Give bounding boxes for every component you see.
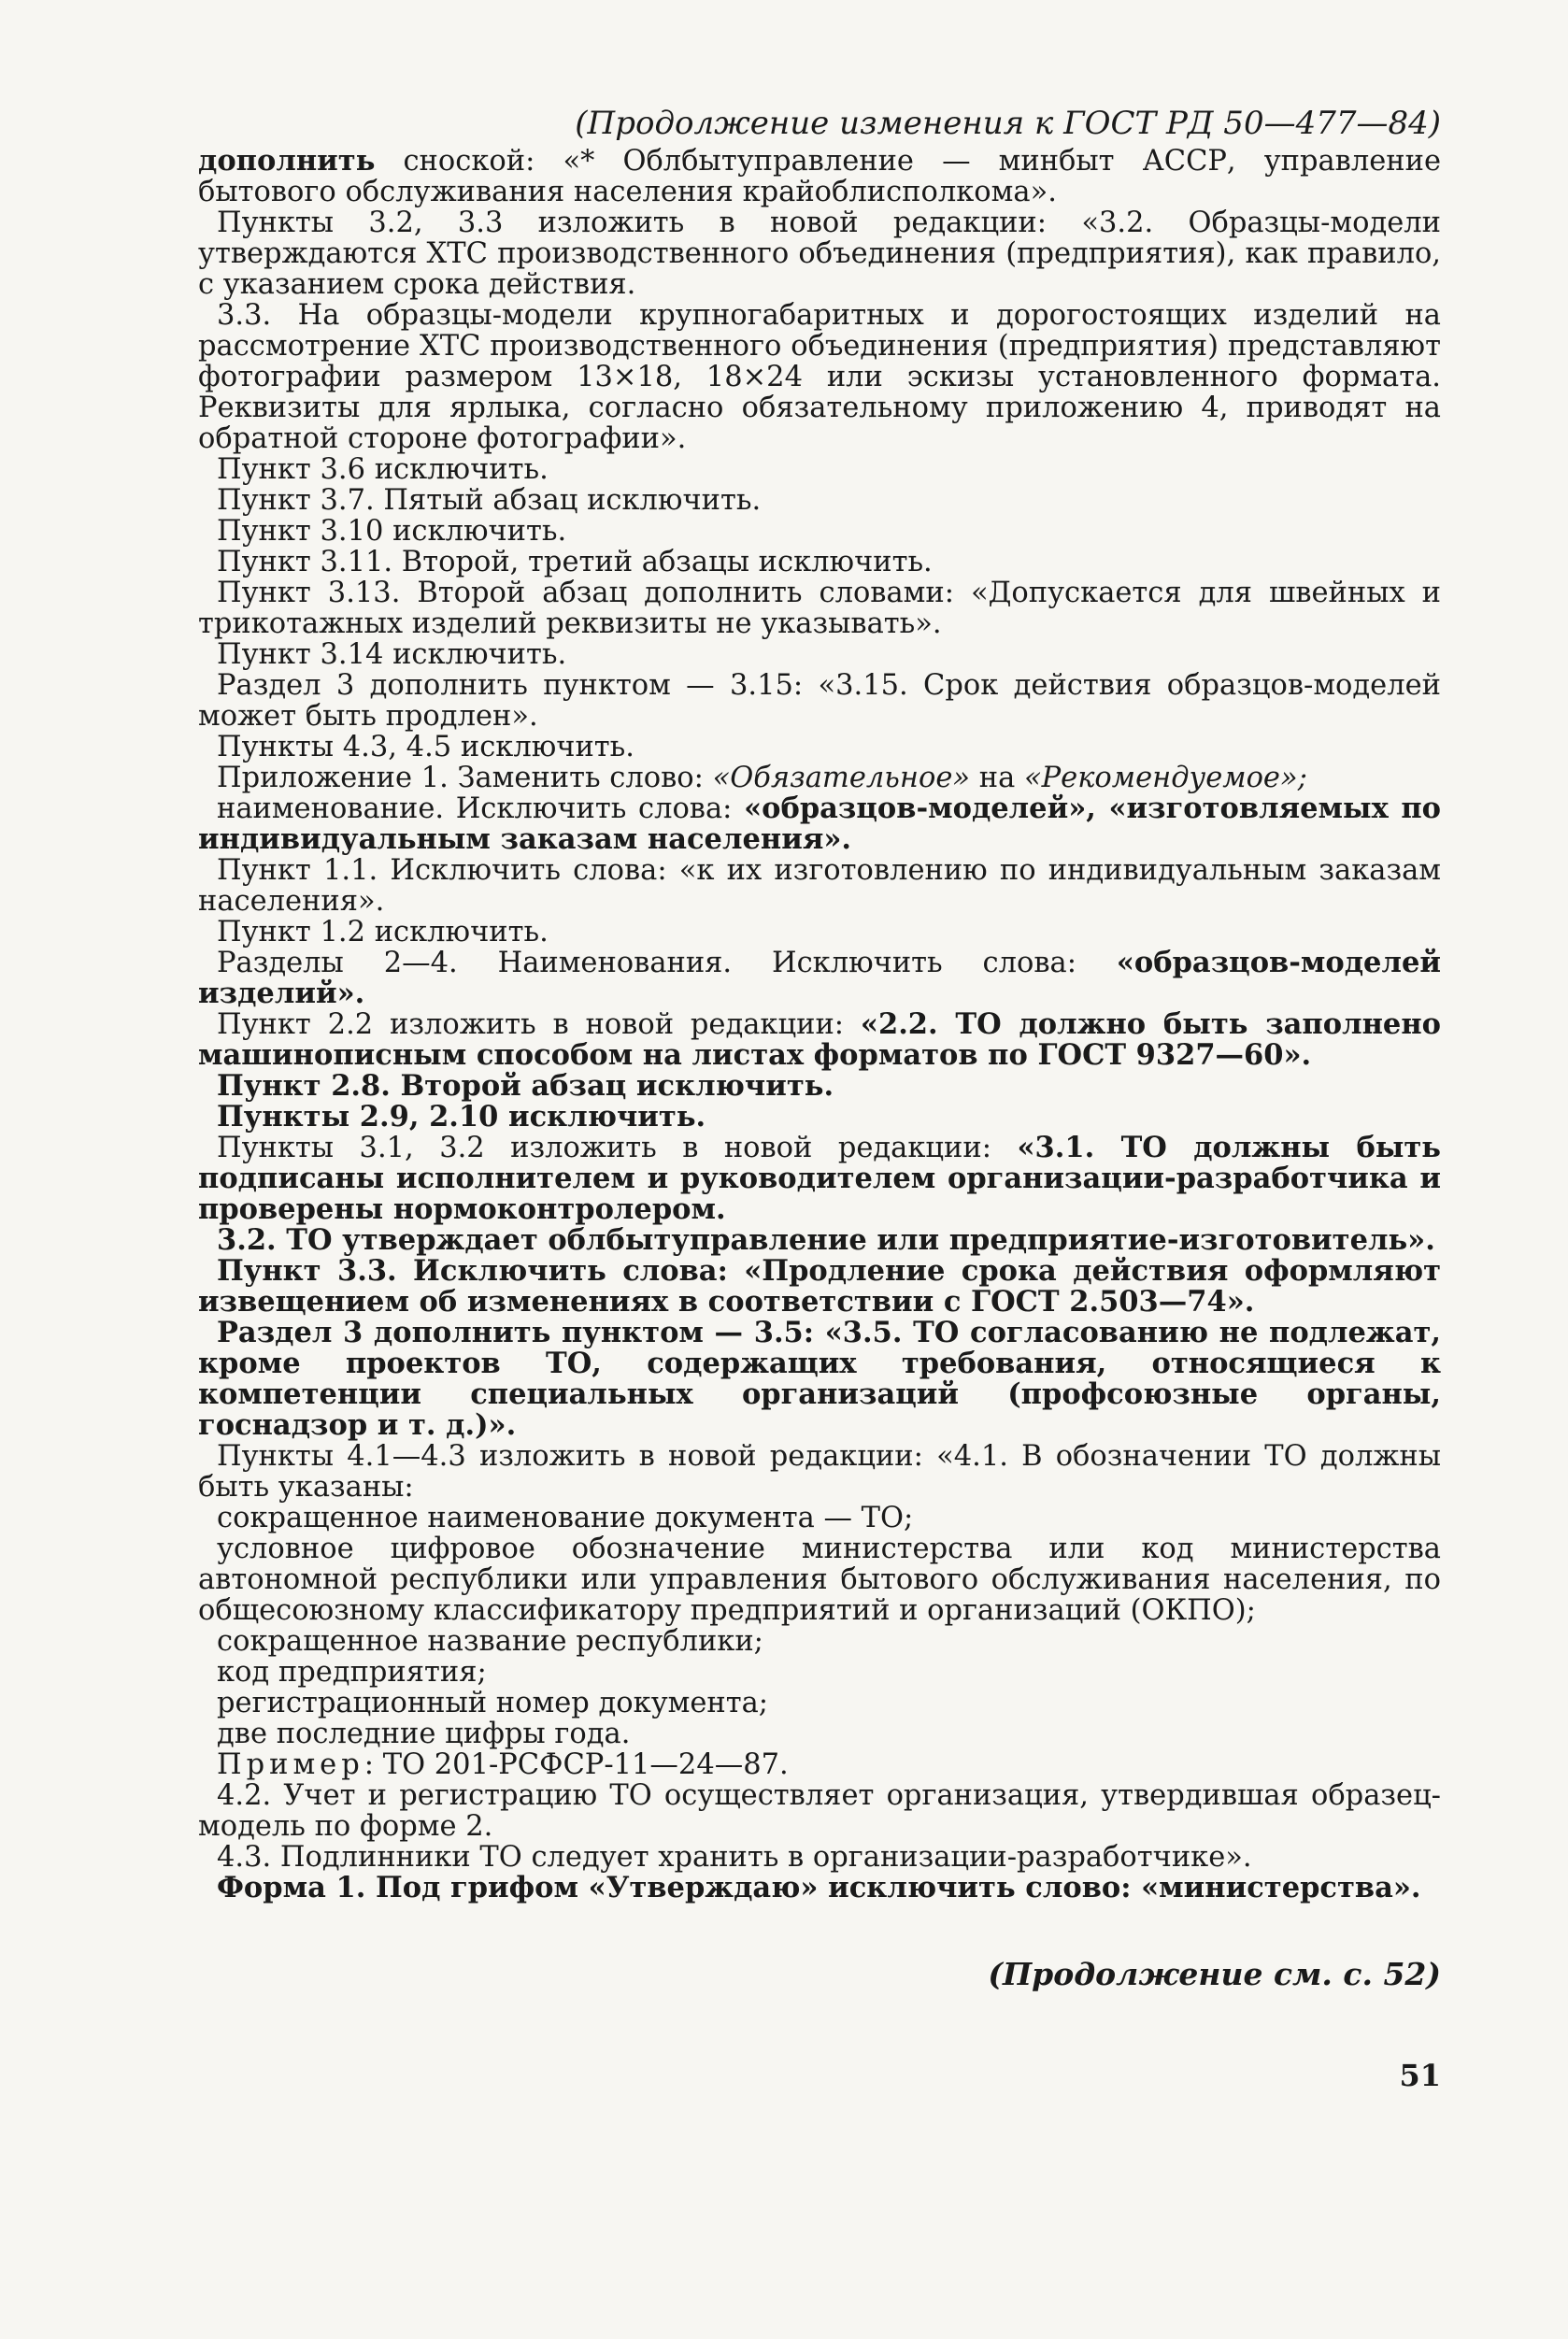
paragraph-3: Пункт 3.6 исключить. bbox=[217, 453, 549, 486]
paragraph-2: 3.3. На образцы-модели крупногабаритных и дорогостоящих изделий на рассмотрение ХТС производственного объединения (предприятия) представляют фотографии размером 13×18, 18×24 или эскизы установленного формата. Реквизиты для ярлыка, согласно обязательному приложению 4, приводят на обратной стороне фотографии». bbox=[198, 299, 1441, 455]
paragraph-32: 4.3. Подлинники ТО следует хранить в организации-разработчике». bbox=[217, 1841, 1252, 1874]
continuation-note: (Продолжение см. с. 52) bbox=[988, 1956, 1441, 1992]
paragraph-24: сокращенное наименование документа — ТО; bbox=[217, 1502, 914, 1534]
paragraph-19: Пункты 3.1, 3.2 изложить в новой редакции: «3.1. ТО должны быть подписаны исполнителем и руководителем организации-разработчика и проверены нормоконтролером. bbox=[198, 1131, 1441, 1226]
paragraph-29: две последние цифры года. bbox=[217, 1718, 631, 1750]
paragraph-20: 3.2. ТО утверждает облбытуправление или предприятие-изготовитель». bbox=[217, 1223, 1435, 1257]
paragraph-30: Пример: ТО 201-РСФСР-11—24—87. bbox=[217, 1748, 789, 1781]
paragraph-23: Пункты 4.1—4.3 изложить в новой редакции: «4.1. В обозначении ТО должны быть указаны: bbox=[198, 1440, 1441, 1504]
paragraph-16: Пункт 2.2 изложить в новой редакции: «2.2. ТО должно быть заполнено машинописным способом на листах форматов по ГОСТ 9327—60». bbox=[198, 1007, 1441, 1072]
paragraph-18: Пункты 2.9, 2.10 исключить. bbox=[217, 1100, 706, 1134]
paragraph-11: Приложение 1. Заменить слово: «Обязательное» на «Рекомендуемое»; bbox=[217, 762, 1307, 794]
paragraph-5: Пункт 3.10 исключить. bbox=[217, 515, 567, 548]
paragraph-7: Пункт 3.13. Второй абзац дополнить словами: «Допускается для швейных и трикотажных изделий реквизиты не указывать». bbox=[198, 577, 1441, 640]
document-body bbox=[198, 146, 1441, 1904]
paragraph-8: Пункт 3.14 исключить. bbox=[217, 638, 567, 671]
paragraph-0: дополнить сноской: «* Облбытуправление — минбыт АССР, управление бытового обслуживания населения крайоблисполкома». bbox=[198, 144, 1441, 208]
paragraph-22: Раздел 3 дополнить пунктом — 3.5: «3.5. ТО согласованию не подлежат, кроме проектов ТО, содержащих требования, относящиеся к компетенции специальных организаций (профсоюзные органы, госнадзор и т. д.)». bbox=[198, 1316, 1441, 1442]
paragraph-4: Пункт 3.7. Пятый абзац исключить. bbox=[217, 484, 762, 517]
paragraph-9: Раздел 3 дополнить пунктом — 3.15: «3.15. Срок действия образцов-моделей может быть продлен». bbox=[198, 669, 1441, 733]
bold-lead: дополнить bbox=[198, 144, 376, 178]
paragraph-10: Пункты 4.3, 4.5 исключить. bbox=[217, 731, 634, 763]
paragraph-26: сокращенное название республики; bbox=[217, 1625, 763, 1658]
document-page bbox=[198, 103, 1441, 2093]
paragraph-15: Разделы 2—4. Наименования. Исключить слова: «образцов-моделей изделий». bbox=[198, 946, 1441, 1010]
page-number: 51 bbox=[1399, 2058, 1441, 2093]
paragraph-14: Пункт 1.2 исключить. bbox=[217, 916, 549, 948]
paragraph-31: 4.2. Учет и регистрацию ТО осуществляет организация, утвердившая образец-модель по форме 2. bbox=[198, 1779, 1441, 1843]
paragraph-1: Пункты 3.2, 3.3 изложить в новой редакции: «3.2. Образцы-модели утверждаются ХТС производственного объединения (предприятия), как правило, с указанием срока действия. bbox=[198, 207, 1441, 301]
paragraph-12: наименование. Исключить слова: «образцов-моделей», «изготовляемых по индивидуальным заказам населения». bbox=[198, 792, 1441, 856]
paragraph-13: Пункт 1.1. Исключить слова: «к их изготовлению по индивидуальным заказам населения». bbox=[198, 854, 1441, 918]
paragraph-6: Пункт 3.11. Второй, третий абзацы исключить. bbox=[217, 546, 933, 578]
paragraph-21: Пункт 3.3. Исключить слова: «Продление срока действия оформляют извещением об изменениях в соответствии с ГОСТ 2.503—74». bbox=[198, 1254, 1441, 1319]
page-header: (Продолжение изменения к ГОСТ РД 50—477—84) bbox=[575, 105, 1441, 142]
paragraph-27: код предприятия; bbox=[217, 1656, 487, 1689]
paragraph-28: регистрационный номер документа; bbox=[217, 1687, 769, 1719]
paragraph-17: Пункт 2.8. Второй абзац исключить. bbox=[217, 1069, 834, 1103]
paragraph-33: Форма 1. Под грифом «Утверждаю» исключить слово: «министерства». bbox=[217, 1871, 1421, 1904]
paragraph-25: условное цифровое обозначение министерства или код министерства автономной республики или управления бытового обслуживания населения, по общесоюзному классификатору предприятий и организаций (ОКПО); bbox=[198, 1533, 1441, 1627]
